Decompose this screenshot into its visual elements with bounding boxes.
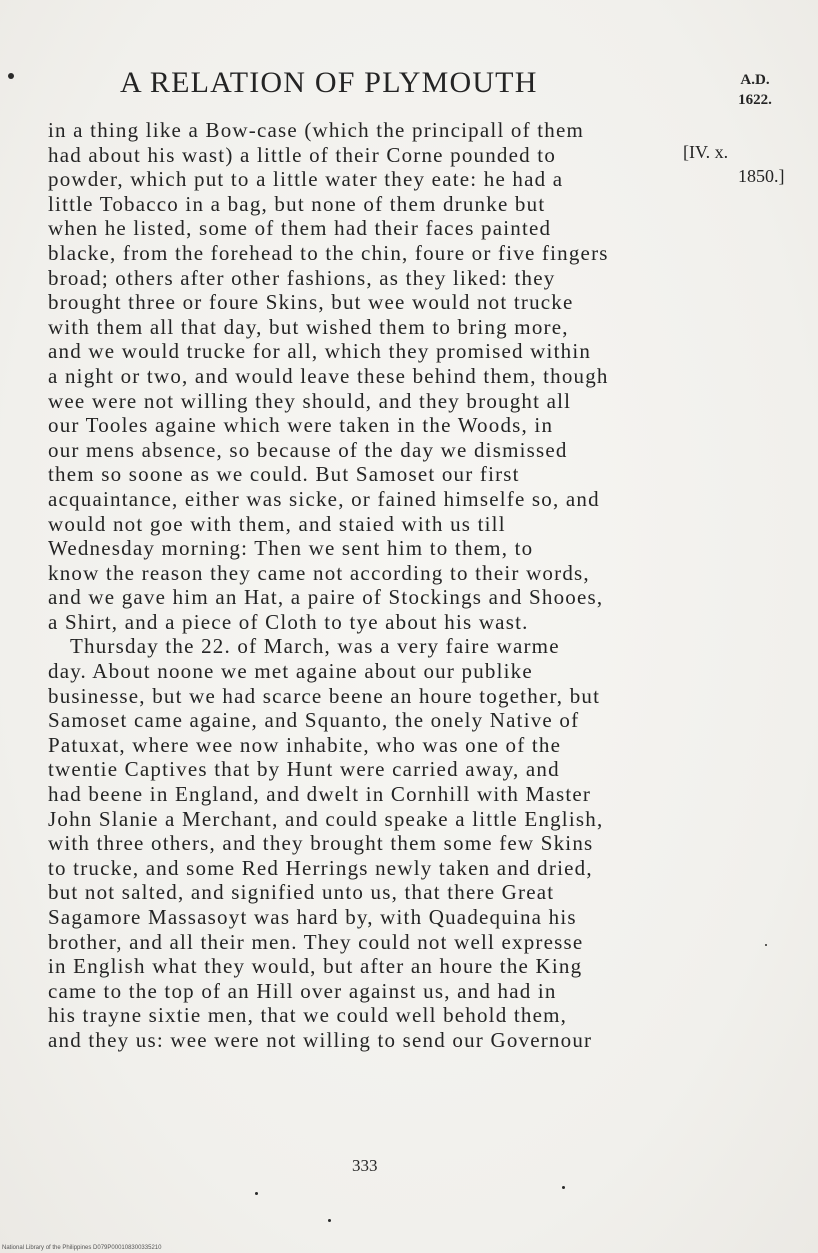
text-line: had beene in England, and dwelt in Cornhill with Master bbox=[48, 782, 592, 807]
margin-reference-page: 1850.] bbox=[738, 166, 785, 186]
text-line: with three others, and they brought them some few Skins bbox=[48, 831, 594, 856]
body-text bbox=[48, 118, 690, 1053]
text-line: broad; others after other fashions, as they liked: they bbox=[48, 265, 556, 290]
margin-date-era: A.D. bbox=[740, 72, 770, 88]
text-line: our Tooles againe which were taken in the Woods, in bbox=[48, 413, 554, 438]
text-line: Sagamore Massasoyt was hard by, with Quadequina his bbox=[48, 905, 577, 929]
text-line: a night or two, and would leave these behind them, though bbox=[48, 363, 609, 388]
ink-speck bbox=[328, 1219, 331, 1222]
text-line: Samoset came againe, and Squanto, the onely Native of bbox=[48, 708, 580, 733]
text-line: came to the top of an Hill over against us, and had in bbox=[48, 978, 557, 1003]
text-line: a Shirt, and a piece of Cloth to tye about his wast. bbox=[48, 609, 529, 634]
scan-footer: National Library of the Philippines D079P000108300335210 bbox=[2, 1245, 162, 1251]
text-line: acquaintance, either was sicke, or fained himselfe so, and bbox=[48, 486, 600, 511]
text-line: John Slanie a Merchant, and could speake a little English, bbox=[48, 806, 604, 831]
margin-date-year: 1622. bbox=[738, 92, 772, 108]
text-line: wee were not willing they should, and they brought all bbox=[48, 388, 572, 413]
margin-date bbox=[720, 70, 790, 110]
text-line-indented: Thursday the 22. of March, was a very faire warme bbox=[70, 634, 560, 659]
text-line: and they us: wee were not willing to send our Governour bbox=[48, 1027, 593, 1052]
text-line: day. About noone we met againe about our publike bbox=[48, 659, 533, 684]
text-line: brother, and all their men. They could not well expresse bbox=[48, 929, 584, 954]
page-number: 333 bbox=[352, 1156, 378, 1175]
text-line: and we gave him an Hat, a paire of Stockings and Shooes, bbox=[48, 585, 604, 610]
text-line: in English what they would, but after an houre the King bbox=[48, 954, 583, 979]
text-line: Wednesday morning: Then we sent him to them, to bbox=[48, 536, 534, 561]
text-line: brought three or foure Skins, but wee would not trucke bbox=[48, 290, 574, 315]
text-line: when he listed, some of them had their faces painted bbox=[48, 216, 552, 241]
text-line: blacke, from the forehead to the chin, foure or five fingers bbox=[48, 240, 609, 265]
text-line: would not goe with them, and staied with us till bbox=[48, 511, 506, 536]
text-line: Patuxat, where wee now inhabite, who was one of the bbox=[48, 732, 562, 757]
ink-speck bbox=[255, 1192, 258, 1195]
text-line: powder, which put to a little water they eate: he had a bbox=[48, 167, 564, 192]
ink-speck bbox=[562, 1186, 565, 1189]
text-line: but not salted, and signified unto us, that there Great bbox=[48, 880, 555, 905]
text-line: know the reason they came not according to their words, bbox=[48, 560, 590, 585]
text-line: and we would trucke for all, which they promised within bbox=[48, 339, 592, 364]
text-line: to trucke, and some Red Herrings newly taken and dried, bbox=[48, 855, 593, 880]
ink-speck bbox=[8, 73, 14, 79]
text-line: in a thing like a Bow-case (which the principall of them bbox=[48, 118, 585, 142]
text-line: his trayne sixtie men, that we could well behold them, bbox=[48, 1003, 568, 1028]
text-line: with them all that day, but wished them to bring more, bbox=[48, 314, 569, 339]
text-line: them so soone as we could. But Samoset our first bbox=[48, 462, 520, 487]
running-head: A RELATION OF PLYMOUTH bbox=[120, 66, 538, 99]
text-line: had about his wast) a little of their Corne pounded to bbox=[48, 142, 557, 167]
margin-reference-volume: [IV. x. bbox=[683, 142, 729, 162]
ink-speck bbox=[765, 944, 767, 946]
text-line: our mens absence, so because of the day we dismissed bbox=[48, 437, 568, 462]
text-line: businesse, but we had scarce beene an houre together, but bbox=[48, 683, 601, 708]
text-line: twentie Captives that by Hunt were carried away, and bbox=[48, 757, 560, 782]
text-line: little Tobacco in a bag, but none of them drunke but bbox=[48, 191, 546, 216]
